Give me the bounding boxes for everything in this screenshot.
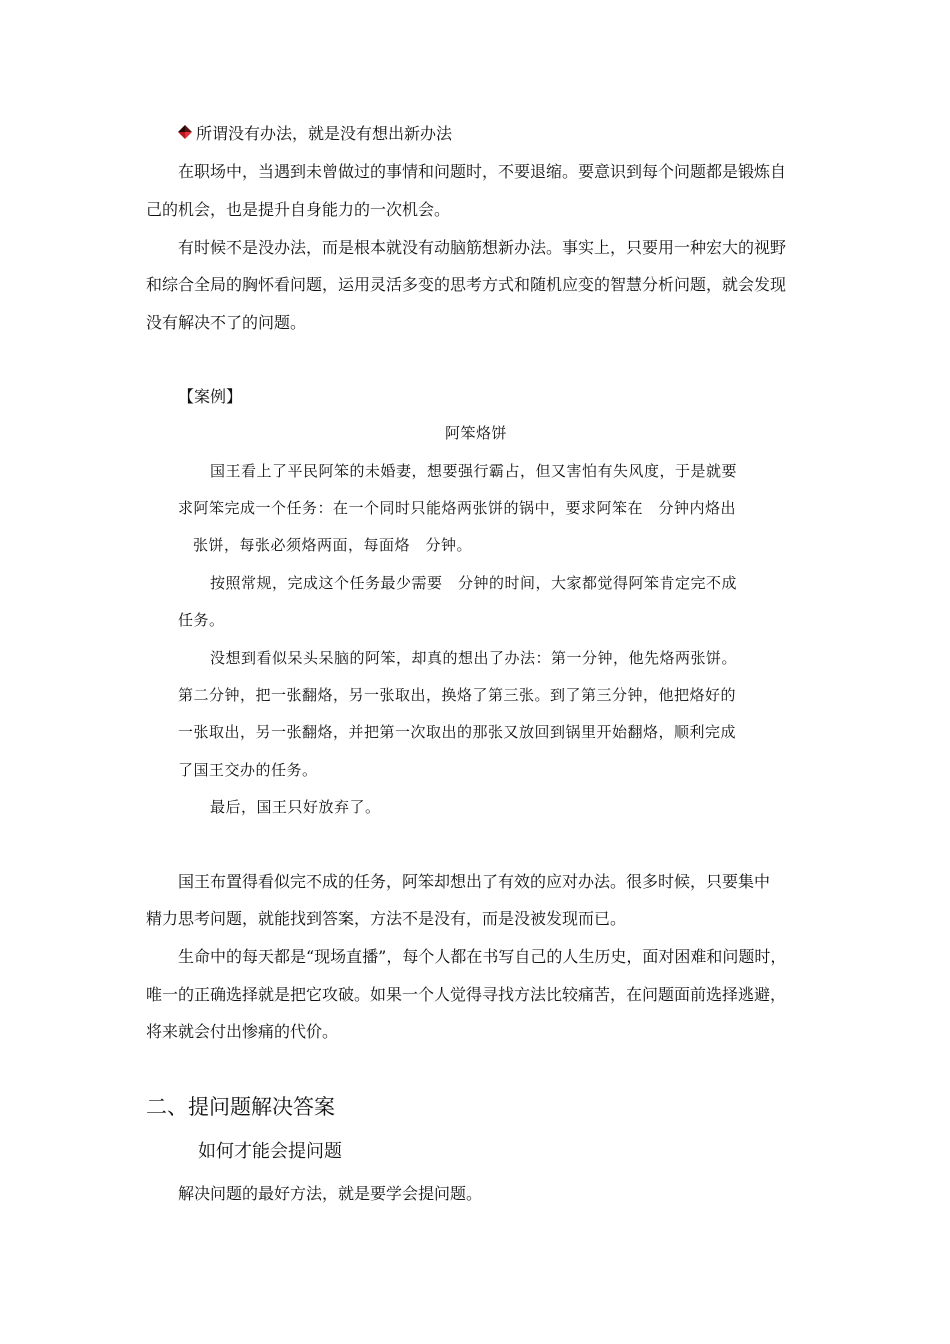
case-line: 张饼，每张必须烙两面，每面烙 分钟。 xyxy=(193,536,473,554)
paragraph-line: 己的机会，也是提升自身能力的一次机会。 xyxy=(146,200,451,219)
paragraph-line: 和综合全局的胸怀看问题，运用灵活多变的思考方式和随机应变的智慧分析问题，就会发现 xyxy=(146,275,787,294)
case-line: 没想到看似呆头呆脑的阿笨，却真的想出了办法：第一分钟，他先烙两张饼。 xyxy=(210,649,738,667)
paragraph-line: 唯一的正确选择就是把它攻破。如果一个人觉得寻找方法比较痛苦，在问题面前选择逃避， xyxy=(146,985,787,1004)
paragraph-line: 解决问题的最好方法，就是要学会提问题。 xyxy=(178,1184,483,1203)
diamond-bullet-icon xyxy=(177,124,193,140)
paragraph-line: 国王布置得看似完不成的任务，阿笨却想出了有效的应对办法。很多时候，只要集中 xyxy=(178,872,771,891)
case-line: 一张取出，另一张翻烙，并把第一次取出的那张又放回到锅里开始翻烙，顺利完成 xyxy=(178,723,737,741)
case-line: 求阿笨完成一个任务：在一个同时只能烙两张饼的锅中，要求阿笨在 分钟内烙出 xyxy=(178,499,737,517)
case-line: 第二分钟，把一张翻烙，另一张取出，换烙了第三张。到了第三分钟，他把烙好的 xyxy=(178,686,737,704)
paragraph-line: 有时候不是没办法，而是根本就没有动脑筋想新办法。事实上，只要用一种宏大的视野 xyxy=(178,238,787,257)
paragraph-line: 没有解决不了的问题。 xyxy=(146,313,307,332)
case-line: 按照常规，完成这个任务最少需要 分钟的时间，大家都觉得阿笨肯定完不成 xyxy=(210,574,738,592)
paragraph-line: 将来就会付出惨痛的代价。 xyxy=(146,1022,339,1041)
section-title: 所谓没有办法，就是没有想出新办法 xyxy=(196,124,453,143)
case-title: 阿笨烙饼 xyxy=(445,424,508,442)
case-line: 任务。 xyxy=(178,611,225,629)
section-heading: 二、提问题解决答案 xyxy=(146,1095,335,1119)
case-line: 最后，国王只好放弃了。 xyxy=(210,798,381,816)
case-line: 了国王交办的任务。 xyxy=(178,761,318,779)
case-line: 国王看上了平民阿笨的未婚妻，想要强行霸占，但又害怕有失风度，于是就要 xyxy=(210,462,738,480)
paragraph-line: 精力思考问题，就能找到答案，方法不是没有，而是没被发现而已。 xyxy=(146,909,627,928)
case-label: 【案例】 xyxy=(178,387,243,406)
paragraph-line: 生命中的每天都是“现场直播”，每个人都在书写自己的人生历史，面对困难和问题时， xyxy=(178,947,787,966)
section-subheading: 如何才能会提问题 xyxy=(198,1141,342,1162)
paragraph-line: 在职场中，当遇到未曾做过的事情和问题时，不要退缩。要意识到每个问题都是锻炼自 xyxy=(178,162,787,181)
